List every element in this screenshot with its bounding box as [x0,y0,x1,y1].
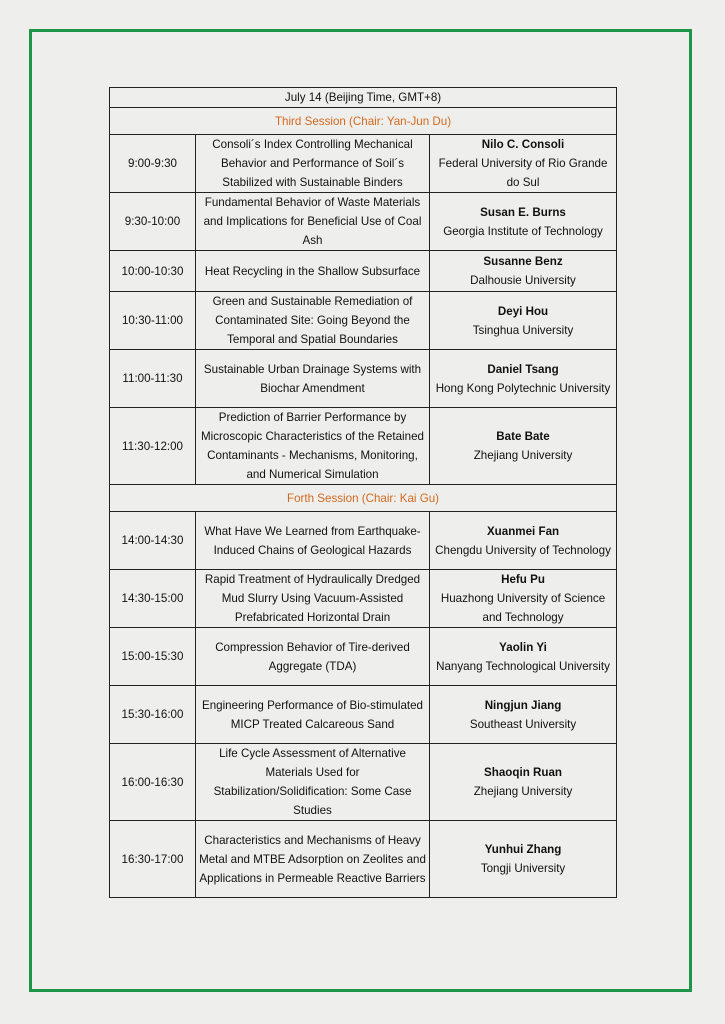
talk-time: 10:00-10:30 [110,251,196,292]
speaker-name: Hefu Pu [501,573,545,586]
speaker-name: Susanne Benz [483,255,563,268]
speaker-cell [430,193,617,251]
session-header-row [110,485,617,512]
talk-row [110,744,617,821]
speaker-affiliation: Tsinghua University [472,323,574,337]
speaker-cell [430,408,617,485]
talk-time: 11:00-11:30 [110,350,196,408]
talk-title: Consoli´s Index Controlling Mechanical Behavior and Performance of Soil´s Stabilized with Sustainable Binders [196,135,430,193]
speaker-affiliation: Zhejiang University [473,449,573,462]
talk-row [110,512,617,570]
talk-time: 14:30-15:00 [110,570,196,628]
talk-row [110,821,617,898]
speaker-name: Daniel Tsang [487,362,559,376]
talk-time: 15:00-15:30 [110,628,196,686]
speaker-name: Ningjun Jiang [484,698,562,712]
talk-title: Sustainable Urban Drainage Systems with Biochar Amendment [196,350,430,408]
talk-title: Green and Sustainable Remediation of Contaminated Site: Going Beyond the Temporal and Spatial Boundaries [196,292,430,350]
talk-time: 11:30-12:00 [110,408,196,485]
session-title: Third Session (Chair: Yan-Jun Du) [110,108,617,135]
talk-row [110,628,617,686]
talk-row [110,570,617,628]
schedule-table [109,87,617,898]
speaker-name: Shaoqin Ruan [484,766,562,779]
speaker-cell [430,292,617,350]
speaker-affiliation: Zhejiang University [473,785,573,798]
schedule-body [110,88,617,898]
talk-row [110,193,617,251]
speaker-name: Nilo C. Consoli [481,138,565,151]
speaker-affiliation: Nanyang Technological University [436,659,610,673]
speaker-cell [430,628,617,686]
talk-title: Rapid Treatment of Hydraulically Dredged Mud Slurry Using Vacuum-Assisted Prefabricated Horizontal Drain [196,570,430,628]
speaker-name: Yunhui Zhang [484,843,562,856]
talk-title: Heat Recycling in the Shallow Subsurface [196,251,430,292]
date-header-row [110,88,617,108]
session-title: Forth Session (Chair: Kai Gu) [110,485,617,512]
speaker-affiliation: Federal University of Rio Grande do Sul [438,157,608,189]
talk-row [110,408,617,485]
talk-time: 9:30-10:00 [110,193,196,251]
talk-time: 15:30-16:00 [110,686,196,744]
speaker-affiliation: Georgia Institute of Technology [443,224,603,238]
speaker-name: Yaolin Yi [499,640,547,654]
speaker-affiliation: Dalhousie University [470,274,576,287]
speaker-cell [430,821,617,898]
speaker-cell [430,570,617,628]
talk-row [110,135,617,193]
speaker-name: Bate Bate [496,430,550,443]
talk-title: Prediction of Barrier Performance by Microscopic Characteristics of the Retained Contaminants - Mechanisms, Monitoring, and Numerical Simulation [196,408,430,485]
talk-title: Life Cycle Assessment of Alternative Materials Used for Stabilization/Solidification: Some Case Studies [196,744,430,821]
talk-time: 16:30-17:00 [110,821,196,898]
session-header-row [110,108,617,135]
talk-row [110,251,617,292]
speaker-cell [430,512,617,570]
talk-row [110,292,617,350]
date-header: July 14 (Beijing Time, GMT+8) [110,88,617,108]
talk-title: What Have We Learned from Earthquake-Induced Chains of Geological Hazards [196,512,430,570]
speaker-cell [430,686,617,744]
talk-row [110,686,617,744]
talk-time: 10:30-11:00 [110,292,196,350]
talk-time: 9:00-9:30 [110,135,196,193]
talk-row [110,350,617,408]
speaker-cell [430,350,617,408]
speaker-cell [430,251,617,292]
talk-title: Fundamental Behavior of Waste Materials and Implications for Beneficial Use of Coal Ash [196,193,430,251]
talk-title: Engineering Performance of Bio-stimulated MICP Treated Calcareous Sand [196,686,430,744]
speaker-name: Deyi Hou [497,304,549,318]
talk-time: 16:00-16:30 [110,744,196,821]
speaker-affiliation: Huazhong University of Science and Technology [440,592,606,624]
speaker-name: Xuanmei Fan [486,524,560,538]
speaker-affiliation: Southeast University [469,717,577,731]
speaker-affiliation: Hong Kong Polytechnic University [435,381,611,395]
speaker-name: Susan E. Burns [480,205,566,219]
talk-title: Compression Behavior of Tire-derived Aggregate (TDA) [196,628,430,686]
speaker-affiliation: Chengdu University of Technology [435,543,611,557]
speaker-cell [430,135,617,193]
talk-time: 14:00-14:30 [110,512,196,570]
speaker-affiliation: Tongji University [480,862,566,875]
speaker-cell [430,744,617,821]
talk-title: Characteristics and Mechanisms of Heavy Metal and MTBE Adsorption on Zeolites and Applications in Permeable Reactive Barriers [196,821,430,898]
